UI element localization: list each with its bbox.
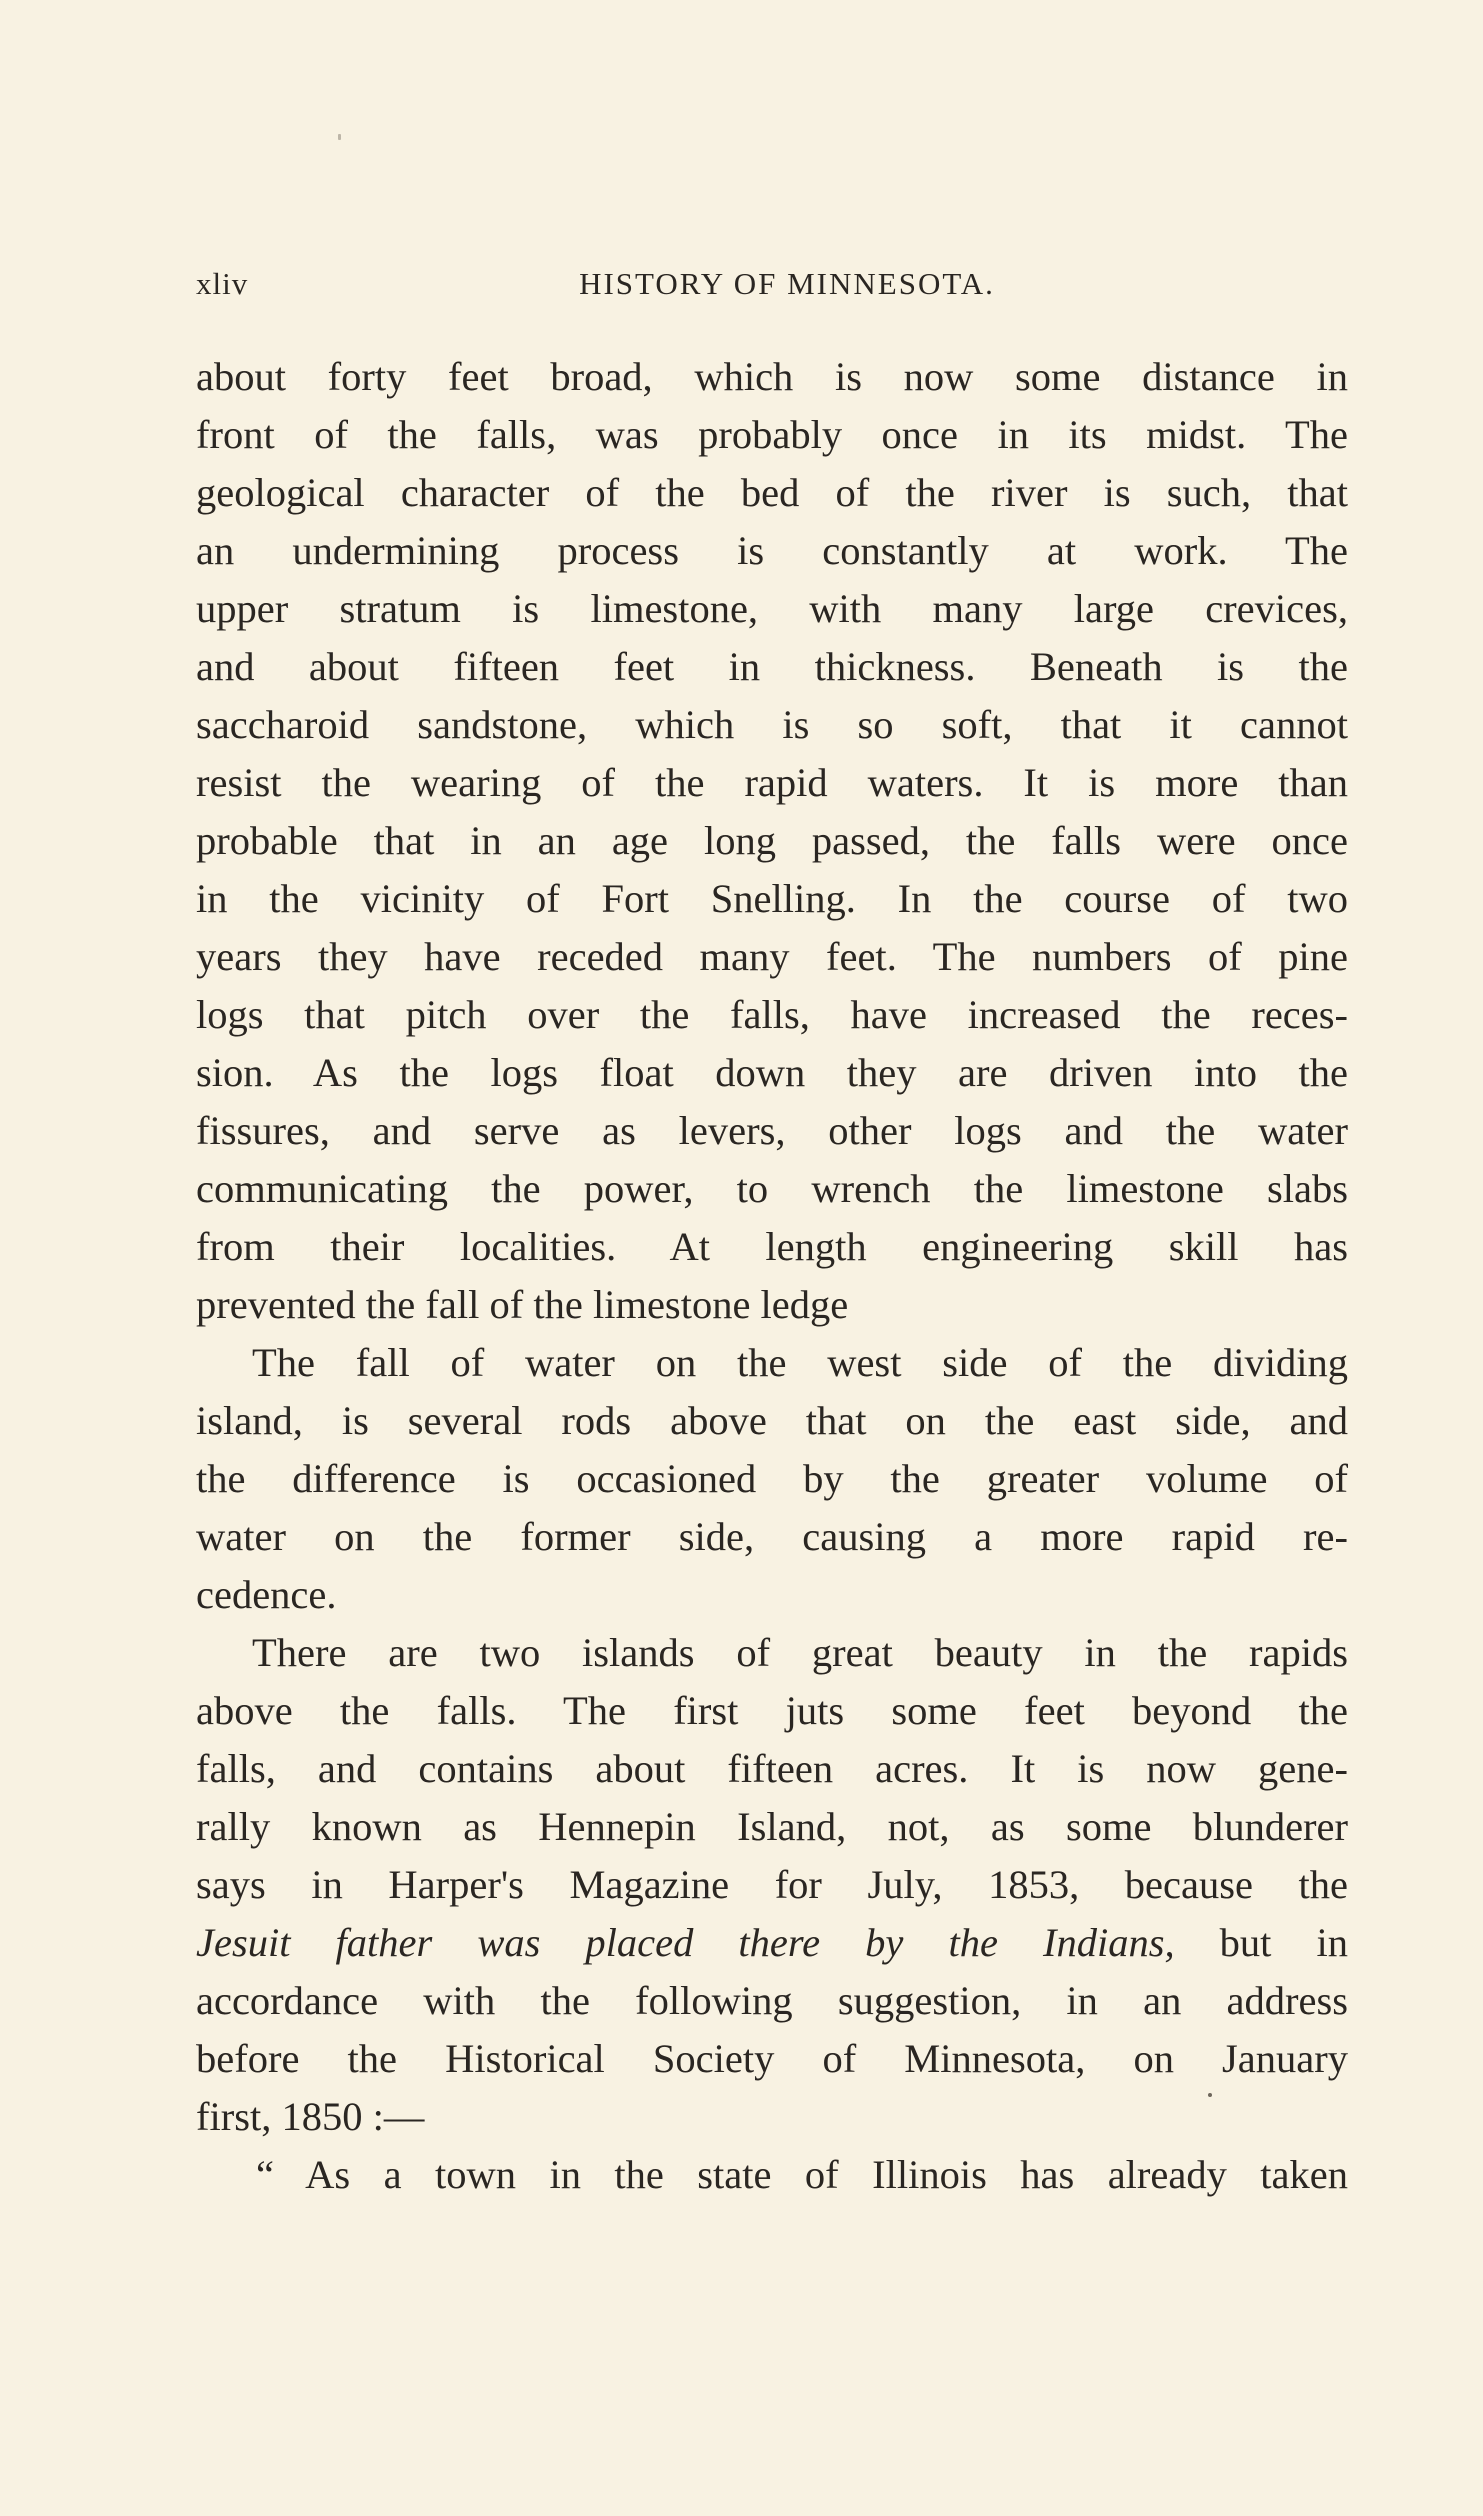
italic-phrase: Jesuit father was placed there by the Indians, [196, 1920, 1175, 1965]
page-number: xliv [196, 266, 249, 301]
text-line: accordance with the following suggestion, in an address [196, 1978, 1348, 2023]
paragraph-start-line: There are two islands of great beauty in the rapids [252, 1630, 1348, 1675]
paper-speck [338, 134, 341, 140]
text-line: cedence. [196, 1572, 337, 1617]
text-line: sion. As the logs float down they are driven into the [196, 1050, 1348, 1095]
text-line: before the Historical Society of Minnesota, on January [196, 2036, 1348, 2081]
text-line [196, 1914, 1348, 1972]
text-line: falls, and contains about fifteen acres. It is now gene- [196, 1746, 1348, 1791]
text-line: upper stratum is limestone, with many large crevices, [196, 586, 1348, 631]
text-line: rally known as Hennepin Island, not, as some blunderer [196, 1804, 1348, 1849]
text-line: geological character of the bed of the river is such, that [196, 470, 1348, 515]
line-tail: but in [1174, 1920, 1348, 1965]
text-line: about forty feet broad, which is now some distance in [196, 354, 1348, 399]
running-head: HISTORY OF MINNESOTA. [579, 266, 995, 301]
text-line: prevented the fall of the limestone ledge [196, 1282, 849, 1327]
text-line: resist the wearing of the rapid waters. It is more than [196, 760, 1348, 805]
text-line: communicating the power, to wrench the limestone slabs [196, 1166, 1348, 1211]
page-header [196, 266, 1348, 310]
text-line: island, is several rods above that on the east side, and [196, 1398, 1348, 1443]
body-text [196, 348, 1348, 2204]
text-line: fissures, and serve as levers, other logs and the water [196, 1108, 1348, 1153]
text-line: above the falls. The first juts some feet beyond the [196, 1688, 1348, 1733]
text-line: probable that in an age long passed, the falls were once [196, 818, 1348, 863]
text-line: years they have receded many feet. The numbers of pine [196, 934, 1348, 979]
quotation-start-line: “ As a town in the state of Illinois has already taken [256, 2152, 1348, 2197]
text-line: says in Harper's Magazine for July, 1853, because the [196, 1862, 1348, 1907]
text-line: and about fifteen feet in thickness. Beneath is the [196, 644, 1348, 689]
text-line: in the vicinity of Fort Snelling. In the course of two [196, 876, 1348, 921]
text-line: from their localities. At length engineering skill has [196, 1224, 1348, 1269]
text-line: the difference is occasioned by the greater volume of [196, 1456, 1348, 1501]
text-line: logs that pitch over the falls, have increased the reces- [196, 992, 1348, 1037]
text-line: water on the former side, causing a more rapid re- [196, 1514, 1348, 1559]
text-line: first, 1850 :— [196, 2094, 425, 2139]
paragraph-start-line: The fall of water on the west side of the dividing [252, 1340, 1348, 1385]
text-line: front of the falls, was probably once in its midst. The [196, 412, 1348, 457]
text-line: saccharoid sandstone, which is so soft, that it cannot [196, 702, 1348, 747]
text-line: an undermining process is constantly at work. The [196, 528, 1348, 573]
